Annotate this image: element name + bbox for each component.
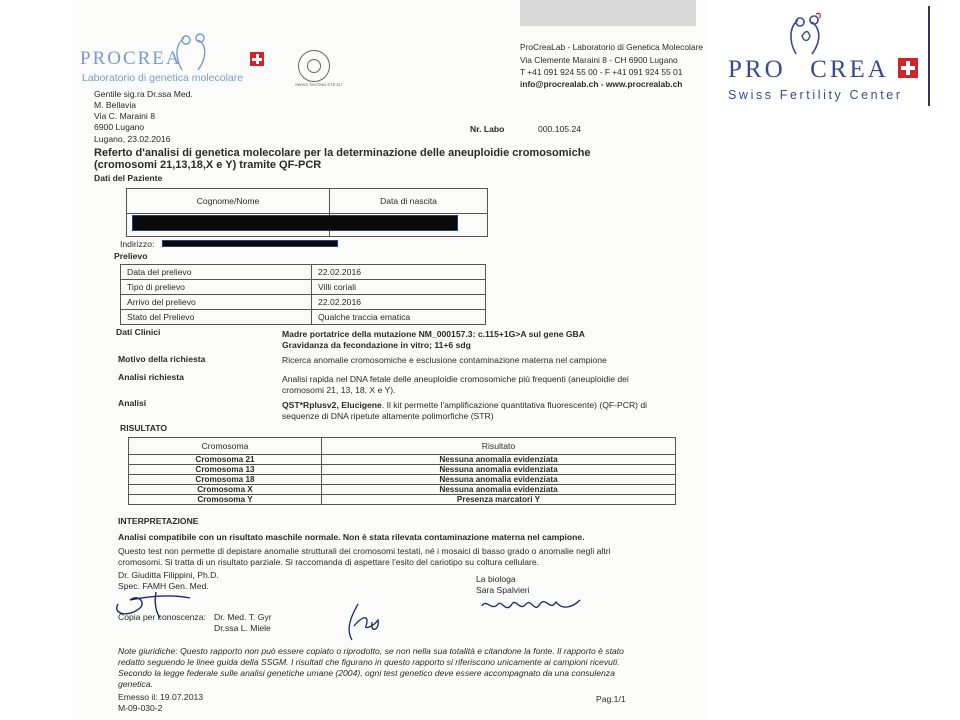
reason-label: Motivo della richiesta: [118, 354, 206, 364]
sample-row-label: Arrivo del prelievo: [121, 295, 312, 310]
analysis-line-1: [282, 400, 647, 410]
slide-tagline: Swiss Fertility Center: [728, 88, 903, 102]
legal-line-4: genetica.: [118, 679, 153, 689]
sample-row: [121, 295, 486, 310]
lab-address-1: ProCreaLab - Laboratorio di Genetica Molecolare: [520, 42, 703, 52]
redacted-address: [162, 240, 338, 247]
results-row: [129, 475, 676, 485]
sample-row: [121, 265, 486, 280]
sample-row-label: Tipo di prelievo: [121, 280, 312, 295]
analysis-line-2: sequenze di DNA ripetute altamente polimorfiche (STR): [282, 411, 494, 421]
recipient-4: 6900 Lugano: [94, 122, 145, 132]
results-col-result: Risultato: [322, 438, 676, 455]
page-number: Pag.1/1: [596, 694, 626, 704]
interpretation-line-1: Questo test non permette di depistare anomalie strutturali dei cromosomi testati, né i mosaici di basso grado o anomalie negli altri: [118, 546, 611, 556]
doc-swiss-cross-icon: [250, 52, 264, 66]
requested-line-1: Analisi rapida nel DNA fetale delle aneuploidie cromosomiche più frequenti (aneuploidie dei: [282, 374, 629, 384]
lab-address-4: info@procrealab.ch - www.procrealab.ch: [520, 79, 683, 89]
report-date: Lugano, 23.02.2016: [94, 134, 171, 144]
sample-table: [120, 264, 486, 325]
signer-right-name: Sara Spalvieri: [476, 585, 530, 595]
results-chrom: Cromosoma 13: [129, 465, 322, 475]
results-value: Nessuna anomalia evidenziata: [322, 455, 676, 465]
legal-line-2: redatto seguendo le linee guida della SSGM. I risultati che figurano in questo rapporto si riferiscono unicamente ai campioni ricevuti.: [118, 657, 620, 667]
copy-label: Copia per conoscenza:: [118, 612, 206, 622]
clinical-label: Dati Clinici: [116, 327, 161, 337]
clinical-line-1: Madre portatrice della mutazione NM_000157.3: c.115+1G>A sul gene GBA: [282, 329, 585, 339]
copy-recipient-2: Dr.ssa L. Miele: [214, 623, 271, 633]
scanned-report: [72, 0, 708, 720]
sample-row-label: Stato del Prelievo: [121, 310, 312, 325]
requested-line-2: cromosomi 21, 13, 18, X e Y).: [282, 385, 396, 395]
results-row: [129, 485, 676, 495]
address-label: Indirizzo:: [120, 239, 155, 249]
legal-line-3: Secondo la legge federale sulle analisi genetiche umane (2004), ogni test genetico deve essere accompagnato da una consulenza: [118, 668, 615, 678]
results-row: [129, 465, 676, 475]
results-col-chrom: Cromosoma: [129, 438, 322, 455]
analysis-kit-desc: . Il kit permette l'amplificazione quantitativa fluorescente) (QF-PCR) di: [381, 400, 648, 410]
recipient-3: Via C. Maraini 8: [94, 111, 155, 121]
lab-number-label: Nr. Labo: [470, 124, 505, 134]
sample-row-value: Qualche traccia ematica: [312, 310, 486, 325]
results-chrom: Cromosoma 18: [129, 475, 322, 485]
legal-line-1: Note giuridiche: Questo rapporto non può essere copiato o riprodotto, se non nella sua totalità e citandone la fonte. Il rapporto è stato: [118, 646, 624, 656]
copy-recipient-1: Dr. Med. T. Gyr: [214, 612, 272, 622]
patient-section-label: Dati del Paziente: [94, 173, 163, 183]
results-chrom: Cromosoma 21: [129, 455, 322, 465]
results-value: Presenza marcatori Y: [322, 495, 676, 505]
scan-shadow: [520, 0, 696, 26]
procrea-slide-logo: [716, 10, 922, 106]
signer-right-role: La biologa: [476, 574, 516, 584]
results-chrom: Cromosoma X: [129, 485, 322, 495]
results-table: [128, 437, 676, 505]
analysis-label: Analisi: [118, 398, 147, 408]
results-row: [129, 455, 676, 465]
sample-row: [121, 310, 486, 325]
lab-address-2: Via Clemente Maraini 8 - CH 6900 Lugano: [520, 55, 678, 65]
recipient-2: M. Bellavia: [94, 100, 137, 110]
swiss-testing-seal-icon: [295, 50, 343, 87]
lab-address-3: T +41 091 924 55 00 - F +41 091 924 55 01: [520, 67, 683, 77]
brand-pro: PRO: [728, 56, 786, 83]
sample-row: [121, 280, 486, 295]
doc-header-subtitle: Laboratorio di genetica molecolare: [82, 72, 244, 84]
recipient-1: Gentile sig.ra Dr.ssa Med.: [94, 89, 193, 99]
report-title-1: Referto d'analisi di genetica molecolare per la determinazione delle aneuploidie cromosomiche: [94, 147, 591, 159]
result-label: RISULTATO: [120, 423, 168, 433]
sample-row-value: 22.02.2016: [312, 295, 486, 310]
interpretation-summary: Analisi compatibile con un risultato maschile normale. Non è stata rilevata contaminazione materna nel campione.: [118, 532, 585, 542]
interpretation-label: INTERPRETAZIONE: [118, 516, 199, 526]
patient-col-name: Cognome/Nome: [127, 189, 330, 214]
sample-row-value: Villi coriali: [312, 280, 486, 295]
signer-left-title: Spec. FAMH Gen. Med.: [118, 581, 209, 591]
brand-crea: CREA: [810, 56, 889, 83]
signature-initials: [340, 600, 390, 648]
slide-brand: [728, 56, 889, 84]
sample-row-label: Data del prelievo: [121, 265, 312, 280]
issued-date: Emesso il: 19.07.2013: [118, 692, 204, 702]
fertility-figure-icon: [778, 10, 834, 56]
results-value: Nessuna anomalia evidenziata: [322, 465, 676, 475]
slide-divider: [928, 6, 930, 106]
patient-col-birth: Data di nascita: [330, 189, 488, 214]
signature-spalvieri: [476, 592, 586, 620]
sample-row-value: 22.02.2016: [312, 265, 486, 280]
interpretation-line-2: cromosomi. Si tratta di un risultato parziale. Si raccomanda di aspettare l'esito del cariotipo su coltura cellulare.: [118, 557, 540, 567]
sample-section-label: Prelievo: [114, 251, 148, 261]
results-value: Nessuna anomalia evidenziata: [322, 485, 676, 495]
form-code: M-09-030-2: [118, 703, 163, 713]
results-row: [129, 495, 676, 505]
reason-value: Ricerca anomalie cromosomiche e esclusione contaminazione materna nel campione: [282, 355, 607, 365]
results-value: Nessuna anomalia evidenziata: [322, 475, 676, 485]
swiss-cross-icon: [898, 58, 918, 78]
signer-left-name: Dr. Giuditta Filippini, Ph.D.: [118, 570, 219, 580]
doc-header-brand: PROCREA: [80, 48, 182, 69]
analysis-kit: QST*Rplusv2, Elucigene: [282, 400, 382, 410]
lab-number-value: 000.105.24: [538, 124, 582, 134]
requested-label: Analisi richiesta: [118, 372, 184, 382]
results-chrom: Cromosoma Y: [129, 495, 322, 505]
redacted-patient-name: [132, 215, 458, 231]
report-title-2: (cromosomi 21,13,18,X e Y) tramite QF-PCR: [94, 159, 322, 171]
seal-text: SWISS TESTING STS 317: [295, 82, 343, 87]
clinical-line-2: Gravidanza da fecondazione in vitro; 11+6 sdg: [282, 340, 471, 350]
